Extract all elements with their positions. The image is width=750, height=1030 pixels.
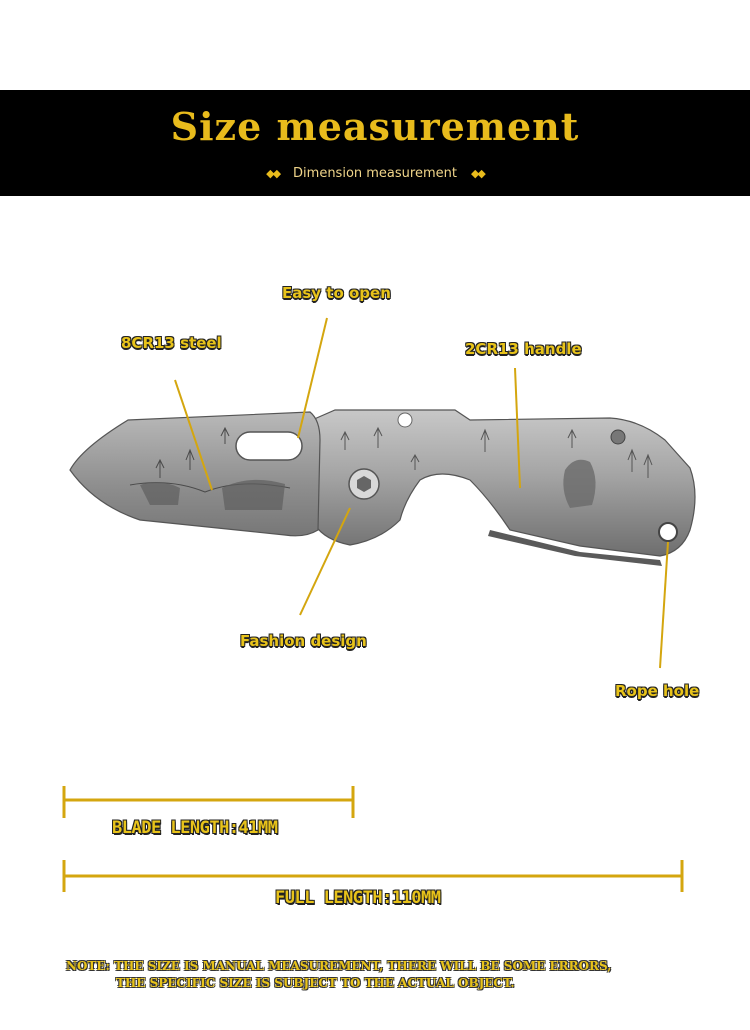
- rope-hole-icon: [659, 523, 677, 541]
- note-line-2: THE SPECIFIC SIZE IS SUBJECT TO THE ACTUAL OBJECT.: [116, 976, 515, 990]
- knife-blade: [70, 412, 320, 536]
- thumb-hole-icon: [236, 432, 302, 460]
- blade-length-bar: [64, 786, 353, 818]
- callout-fashion-design: Fashion design: [240, 632, 367, 650]
- callout-easy-to-open: Easy to open: [282, 284, 391, 302]
- callout-steel: 8CR13 steel: [121, 334, 222, 352]
- knife-handle: [312, 410, 695, 566]
- leader-rope-hole: [660, 542, 668, 668]
- dimension-bars: [64, 786, 682, 892]
- diamond-ornament-right-icon: ◆◆: [470, 167, 484, 180]
- diamond-ornament-left-icon: ◆◆: [266, 167, 280, 180]
- note-line-1: NOTE: THE SIZE IS MANUAL MEASUREMENT, THERE WILL BE SOME ERRORS,: [66, 959, 612, 973]
- full-length-label: FULL LENGTH:110MM: [275, 888, 441, 908]
- callout-rope-hole: Rope hole: [615, 682, 700, 700]
- subtitle-text: Dimension measurement: [293, 166, 457, 181]
- callout-handle: 2CR13 handle: [465, 340, 582, 358]
- measurement-note: [66, 958, 686, 992]
- blade-length-label: BLADE LENGTH:41MM: [112, 818, 278, 838]
- page-title: Size measurement: [170, 104, 580, 149]
